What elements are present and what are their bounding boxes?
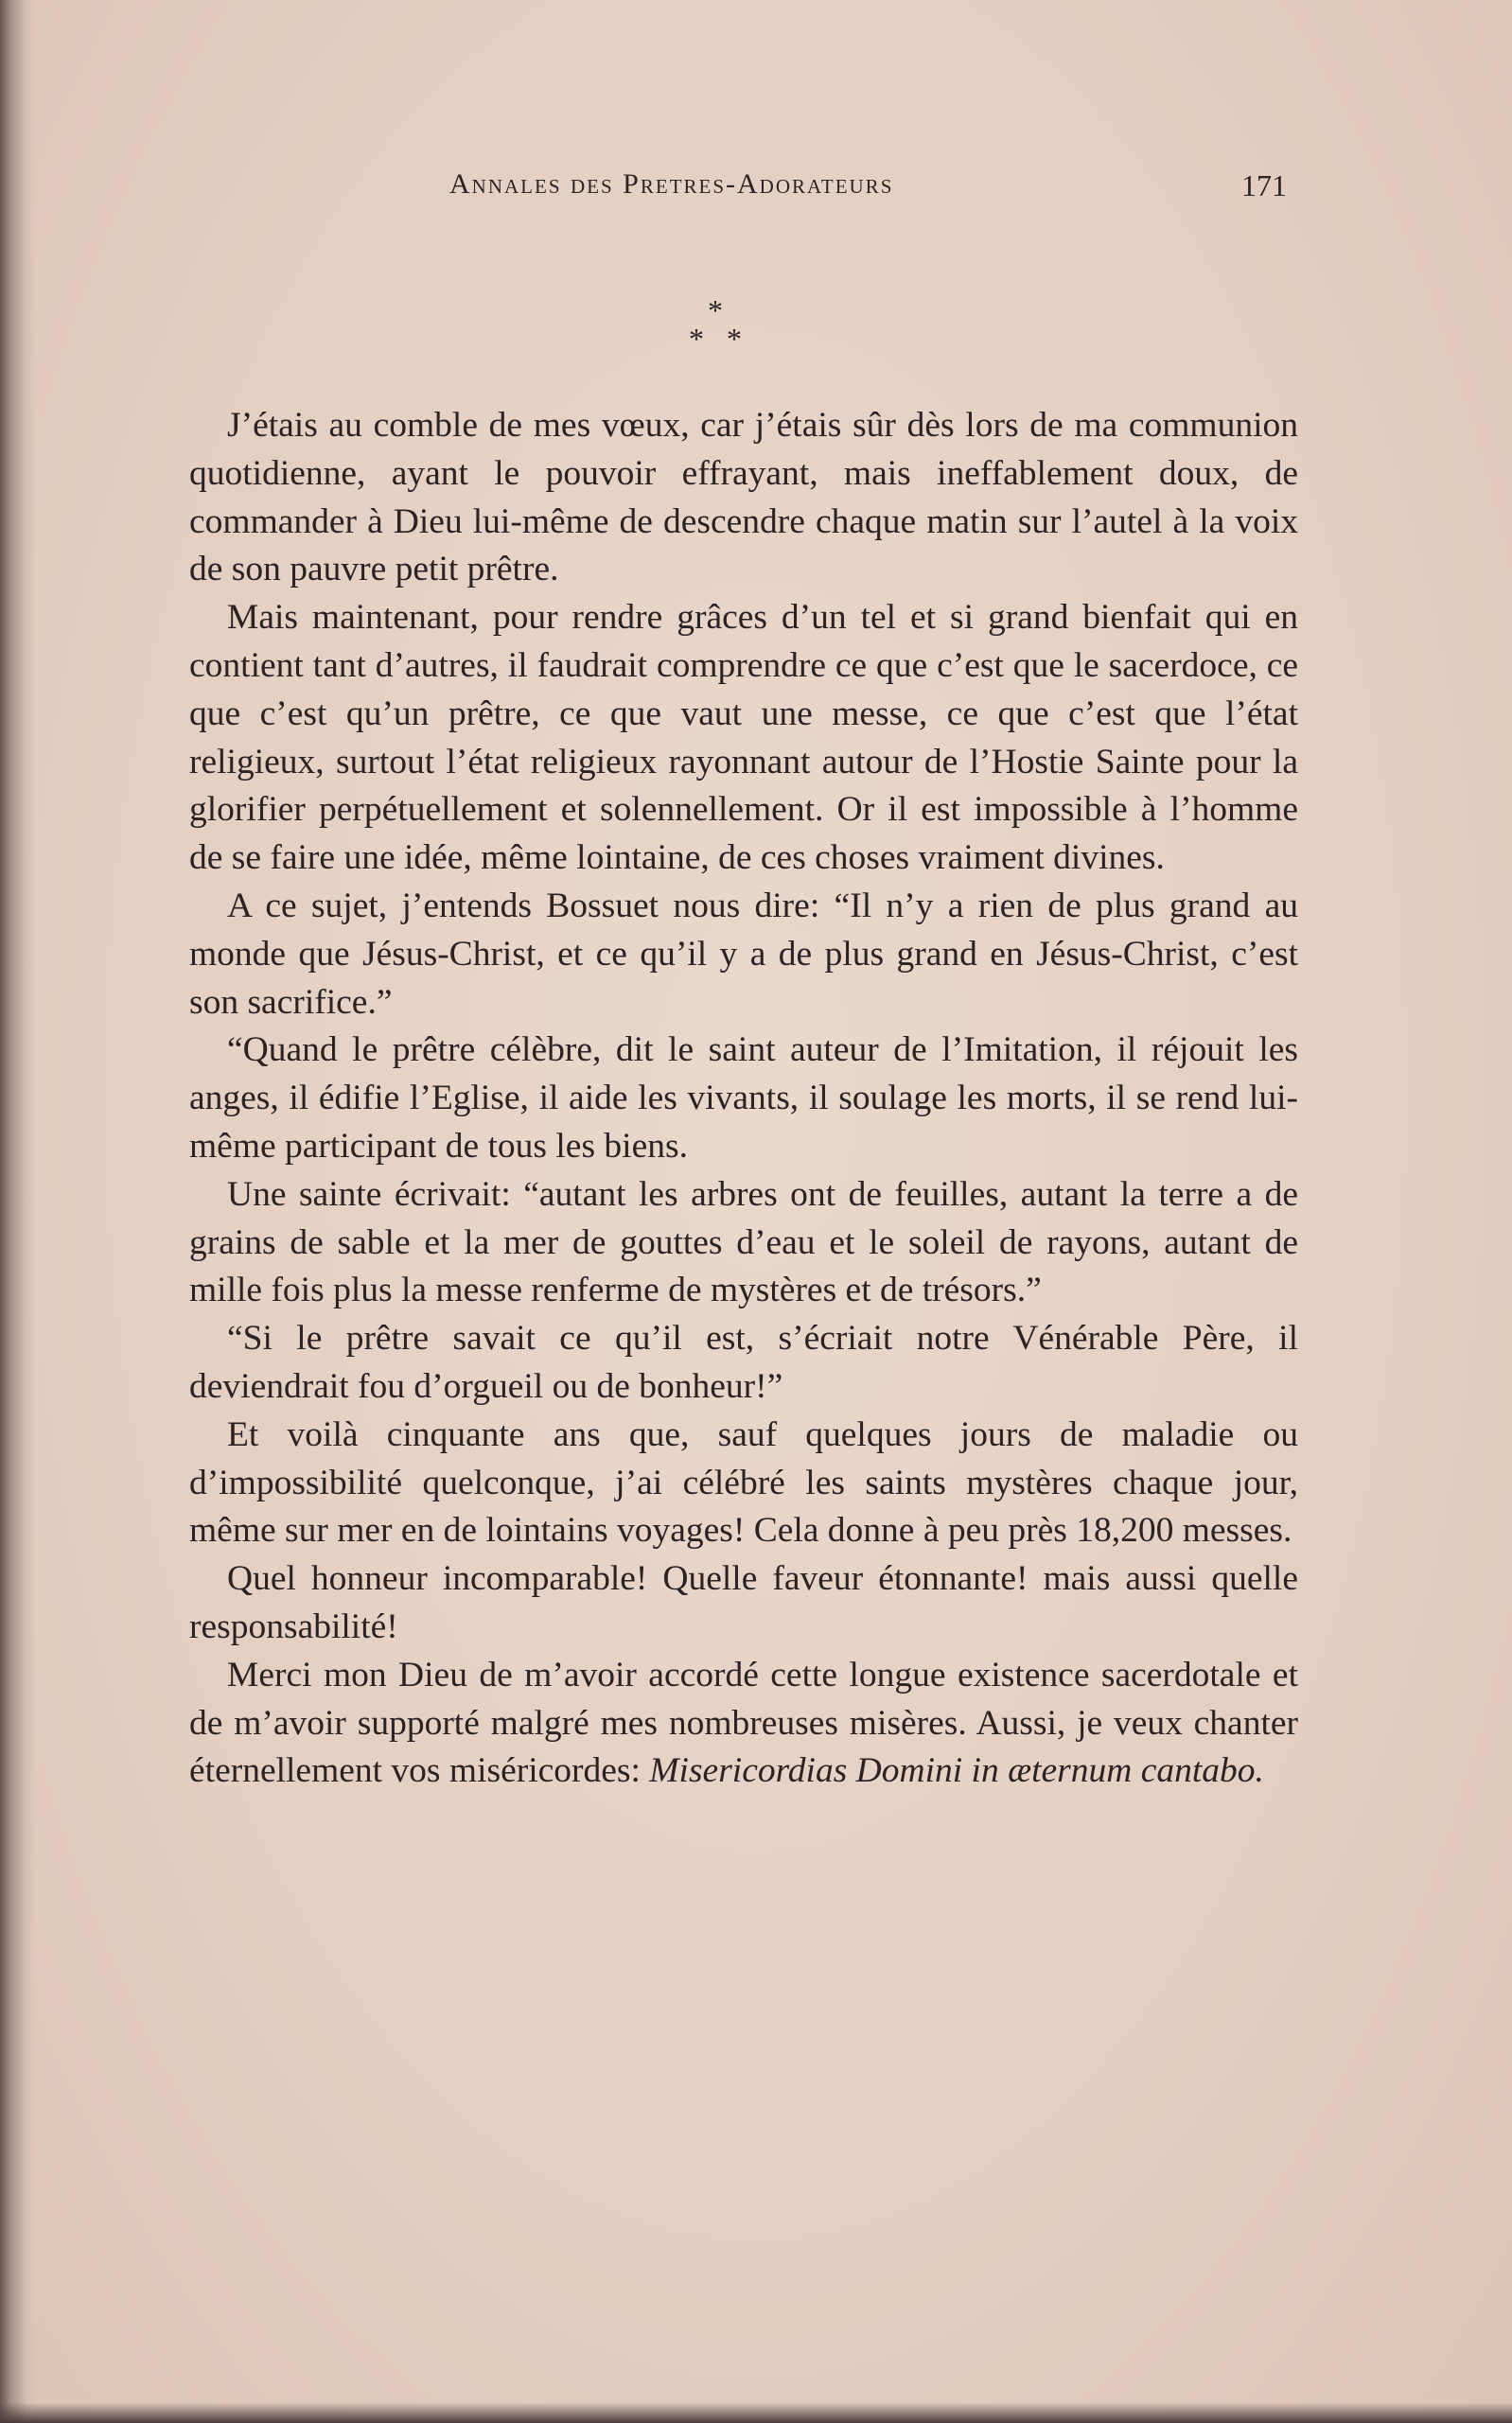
paragraph-text: “Si le prêtre savait ce qu’il est, s’écriait notre Vénérable Père, il deviendrait fou d’orgueil ou de bonheur!” (189, 1319, 1298, 1406)
paragraph-text: Mais maintenant, pour rendre grâces d’un tel et si grand bienfait qui en contient tant d’autres, il faudrait comprendre ce que c’est que le sacerdoce, ce que c’est qu’un prêtre, ce que vaut une messe, ce que c’est que l’état religieux, surtout l’état religieux rayonnant autour de l’Hostie Sainte pour la glorifier perpétuellement et solennellement. Or il est impossible à l’homme de se faire une idée, même lointaine, de ces choses vraiment divines. (189, 598, 1298, 878)
body-text (189, 402, 1298, 1796)
asterism-star-right: * (727, 322, 742, 356)
paragraph (189, 1652, 1298, 1796)
paragraph (189, 1315, 1298, 1412)
paragraph-text: “Quand le prêtre célèbre, dit le saint auteur de l’Imitation, il réjouit les anges, il édifie l’Eglise, il aide les vivants, il soulage les morts, il se rend lui-même participant de tous les biens. (189, 1030, 1298, 1166)
asterism-star-left: * (689, 322, 704, 356)
paragraph-text: Une sainte écrivait: “autant les arbres ont de feuilles, autant la terre a de grains de sable et la mer de gouttes d’eau et le soleil de rayons, autant de mille fois plus la messe renferme de mystères et de trésors.” (189, 1174, 1298, 1310)
paragraph (189, 594, 1298, 883)
spine-shadow (0, 0, 36, 2423)
paragraph-text: J’étais au comble de mes vœux, car j’étais sûr dès lors de ma communion quotidienne, ayant le pouvoir effrayant, mais ineffablement doux, de commander à Dieu lui-même de descendre chaque matin sur l’autel à la voix de son pauvre petit prêtre. (189, 406, 1298, 589)
latin-quotation: Misericordias Domini in æternum cantabo. (649, 1751, 1264, 1791)
running-title: Annales des Pretres-Adorateurs (449, 168, 894, 200)
paragraph-text: Merci mon Dieu de m’avoir accordé cette longue existence sacerdotale et de m’avoir supporté malgré mes nombreuses misères. Aussi, je veux chanter éternellement vos miséricordes: (189, 1655, 1298, 1791)
page-edge-shadow (0, 2402, 1512, 2423)
paragraph-text: Et voilà cinquante ans que, sauf quelques jours de maladie ou d’impossibilité quelconque, j’ai célébré les saints mystères chaque jour, même sur mer en de lointains voyages! Cela donne à peu près 18,200 messes. (189, 1414, 1298, 1551)
page-number: 171 (1241, 168, 1287, 202)
asterism-star-top: * (708, 293, 723, 327)
paragraph (189, 1027, 1298, 1170)
paragraph (189, 883, 1298, 1027)
asterism (681, 295, 757, 361)
paragraph (189, 1412, 1298, 1555)
paragraph-text: Quel honneur incomparable! Quelle faveur étonnante! mais aussi quelle responsabilité! (189, 1559, 1298, 1646)
paragraph (189, 1171, 1298, 1315)
paragraph (189, 402, 1298, 594)
running-head (189, 168, 1287, 216)
paragraph (189, 1555, 1298, 1652)
paragraph-text: A ce sujet, j’entends Bossuet nous dire: “Il n’y a rien de plus grand au monde que Jésus-Christ, et ce qu’il y a de plus grand en Jésus-Christ, c’est son sacrifice.” (189, 886, 1298, 1022)
